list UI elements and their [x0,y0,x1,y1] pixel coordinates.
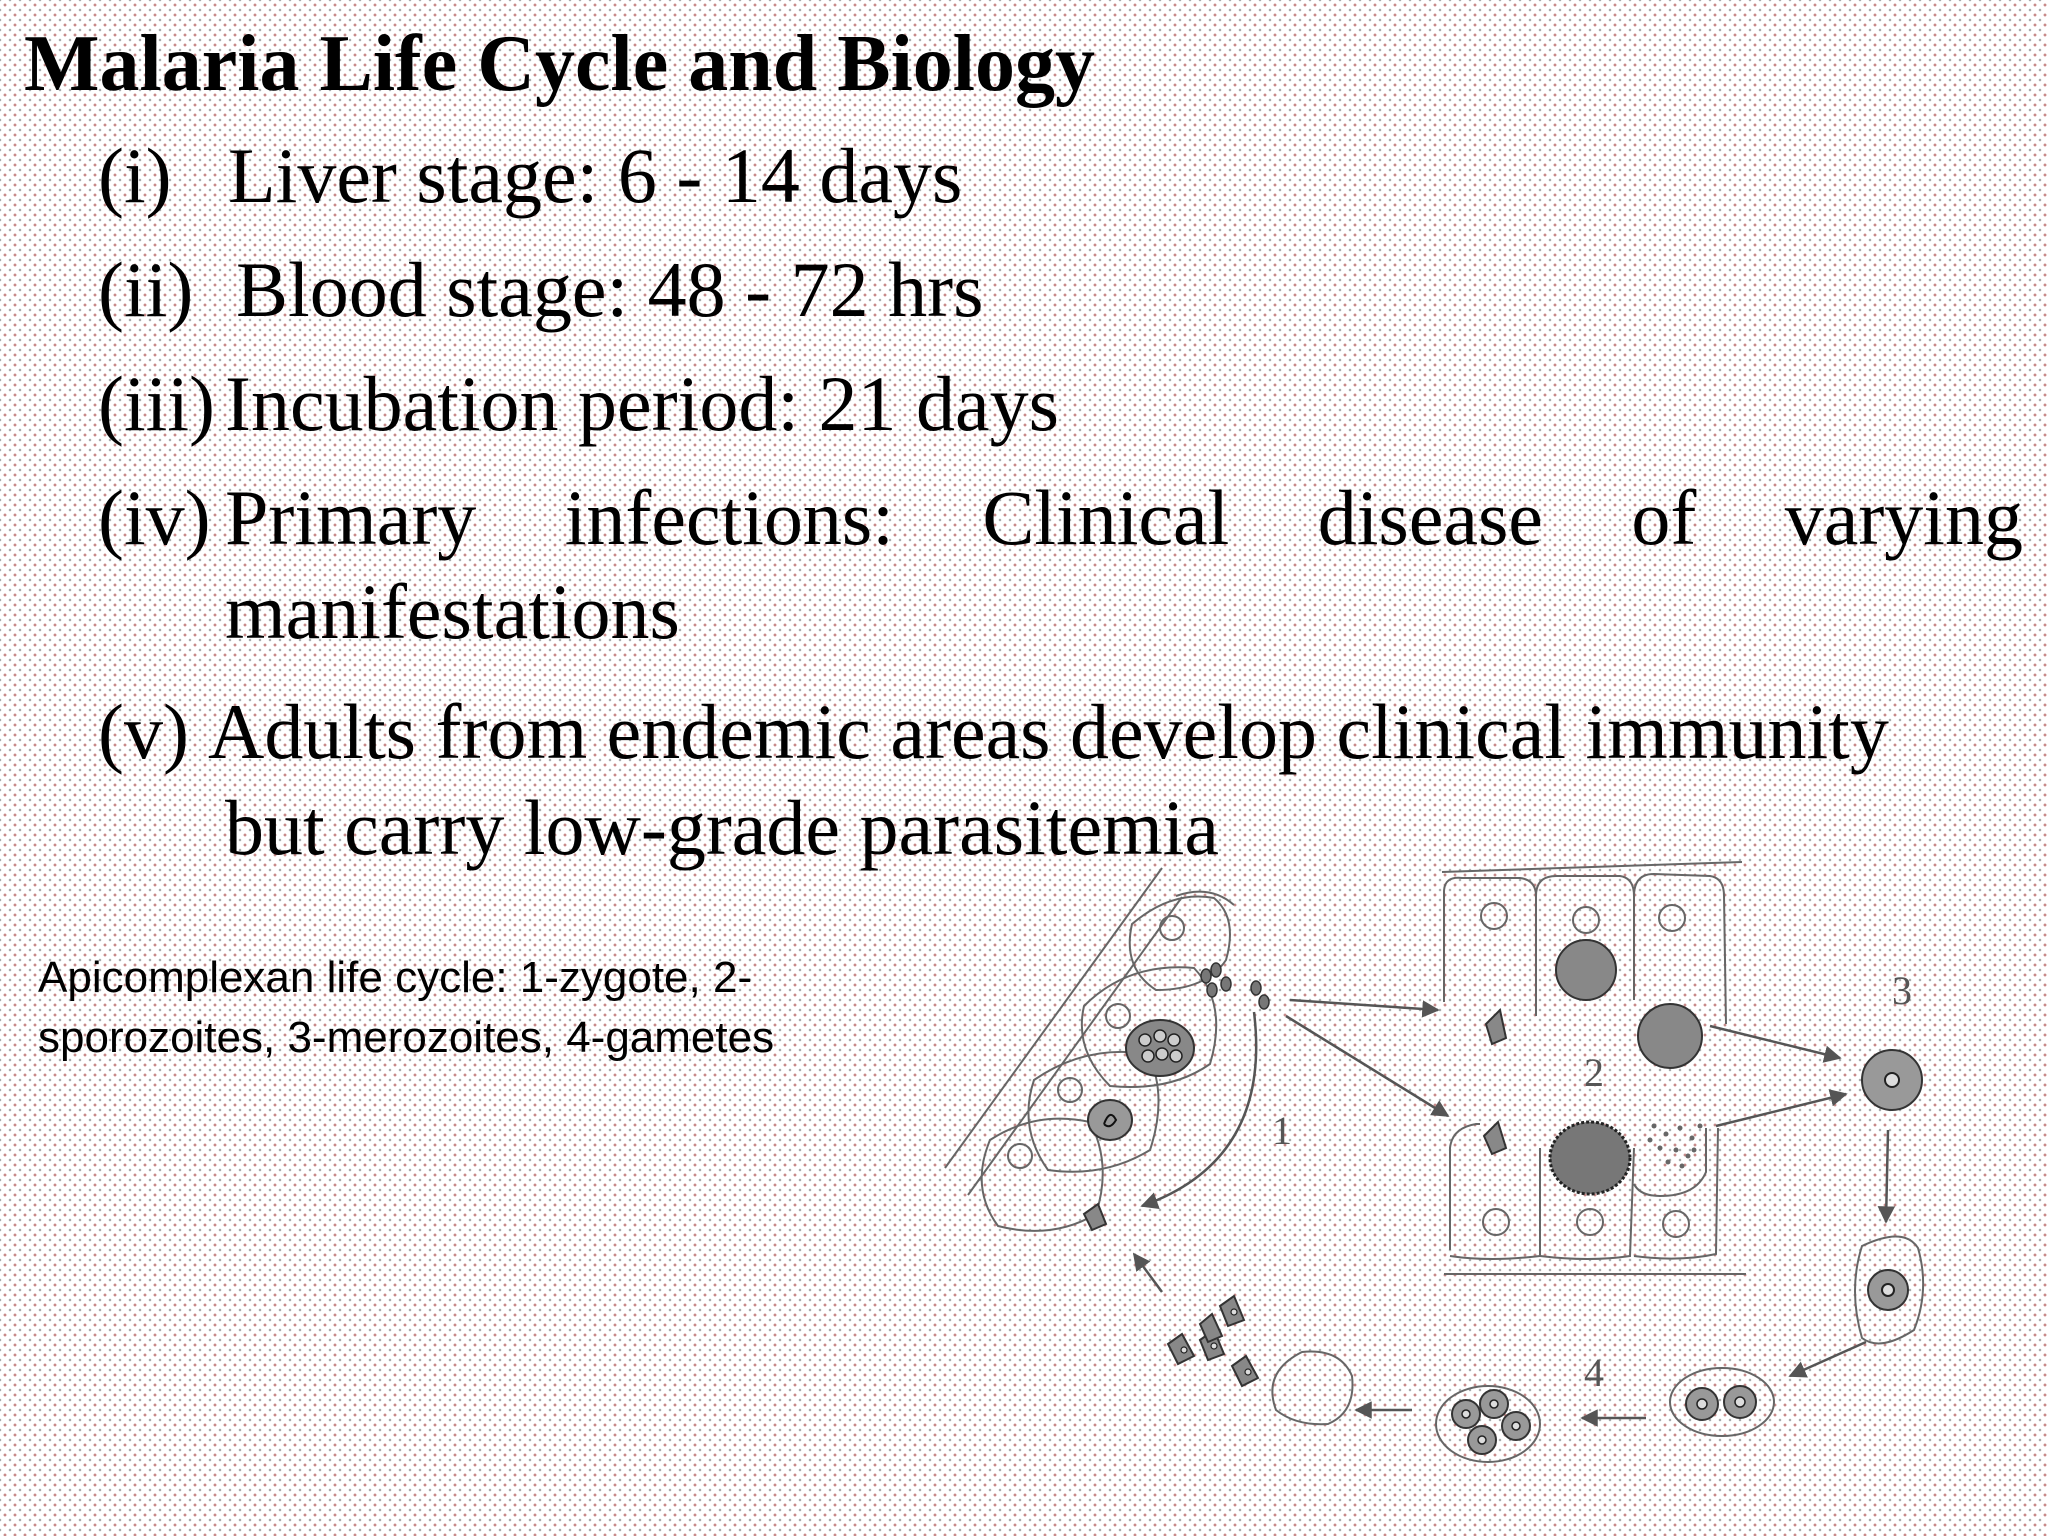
dense-schizont [1550,1122,1630,1194]
sporozoites-release [1168,1296,1353,1424]
released-sporozoites [1201,963,1269,1009]
zygote-in-host-cell [1088,1100,1132,1140]
bullet-text: Liver stage: 6 - 14 days [228,132,963,219]
bullet-word: infections: [564,474,894,561]
bullet-text-continued: manifestations [225,568,680,655]
bullet-text: Incubation period: 21 days [225,360,1059,447]
trophozoite [1556,940,1616,1000]
bullet-text: Adults from endemic areas develop clinical immunity [208,688,1889,775]
bullet-word: Primary [225,474,477,561]
bullet-text: Blood stage: 48 - 72 hrs [236,246,984,333]
slide-title: Malaria Life Cycle and Biology [24,20,1096,108]
stage-label-3: 3 [1892,968,1912,1013]
intracellular-merozoite [1855,1236,1923,1343]
bullet-number: (iv) [98,474,211,561]
cycle-arrows [1134,1000,1888,1418]
bullet-number: (iii) [98,360,215,447]
merozoite-stage-cell [1862,1050,1922,1110]
diagram-caption: Apicomplexan life cycle: 1-zygote, 2-sporozoites, 3-merozoites, 4-gametes [38,953,775,1062]
scattered-merozoites [1648,1124,1703,1169]
bullet-number: (i) [98,132,172,219]
stage-label-2: 2 [1584,1050,1604,1095]
bullet-word: varying [1784,474,2023,561]
stage-label-4: 4 [1584,1350,1604,1395]
released-merozoite-cell [1638,1004,1702,1068]
bullet-word: disease [1317,474,1543,561]
bullet-word: of [1631,474,1697,561]
sporozoite-top [1486,1010,1506,1044]
bullet-word: Clinical [982,474,1230,561]
sporozoite-bottom [1484,1122,1506,1154]
bullet-number: (v) [98,688,189,775]
stage-label-1: 1 [1272,1108,1292,1153]
gamete-pair [1670,1368,1774,1436]
gamete-cluster [1436,1386,1540,1462]
entering-sporozoite [1084,1204,1106,1230]
bullet-number: (ii) [98,246,194,333]
schizont-in-host-cell [1126,1020,1194,1076]
bullet-text-continued: but carry low-grade parasitemia [225,784,1220,871]
